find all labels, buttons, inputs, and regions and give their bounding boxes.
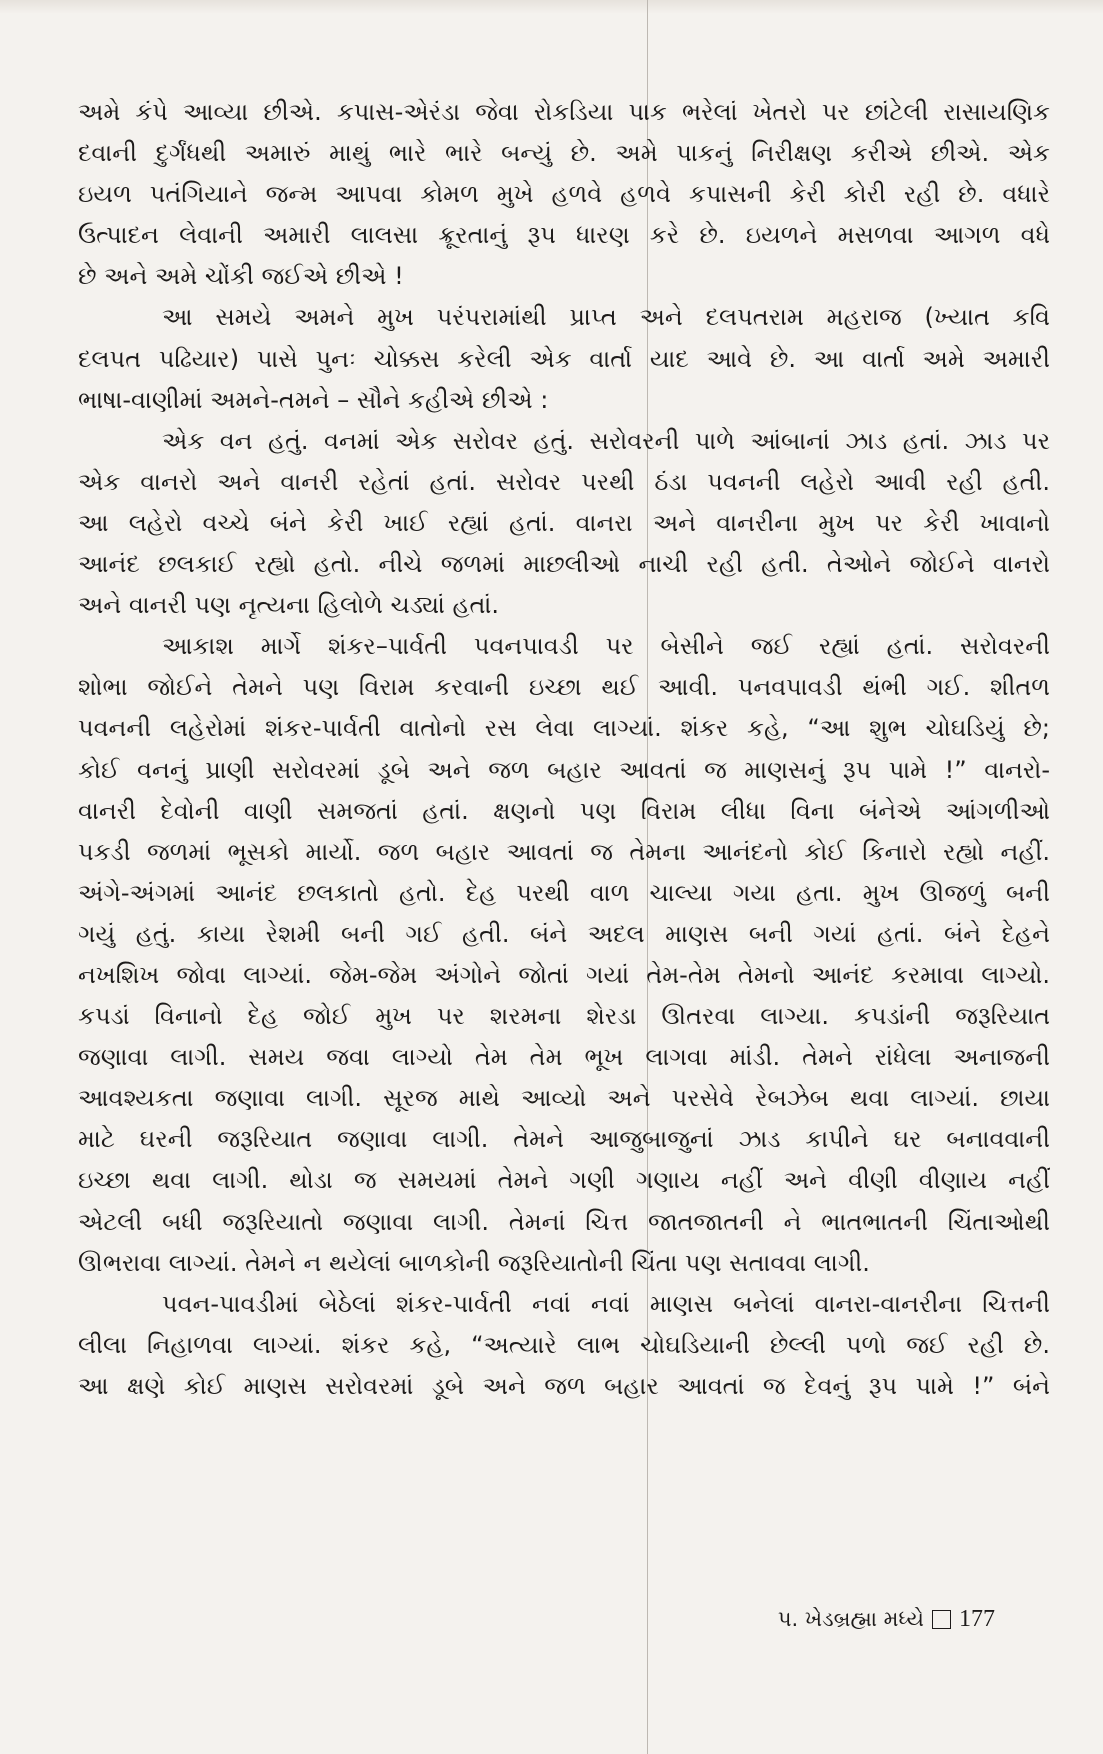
text-line: આ સમયે અમને મુખ પરંપરામાંથી પ્રાપ્ત અને દલપતરામ મહરાજ (ખ્યાત કવિ [162, 303, 1050, 332]
text-line: એક વન હતું. વનમાં એક સરોવર હતું. સરોવરની પાળે આંબાનાં ઝાડ હતાં. ઝાડ પર [162, 426, 1050, 455]
text-line: ગયું હતું. કાયા રેશમી બની ગઈ હતી. બંને અદલ માણસ બની ગયાં હતાં. બંને દેહને [78, 919, 1050, 948]
text-line: અંગે-અંગમાં આનંદ છલકાતો હતો. દેહ પરથી વાળ ચાલ્યા ગયા હતા. મુખ ઊજળું બની [78, 878, 1050, 907]
text-line: છે અને અમે ચોંકી જઈએ છીએ ! [78, 262, 404, 291]
paragraph [78, 297, 1050, 420]
text-line: અમે કંપે આવ્યા છીએ. કપાસ-એરંડા જેવા રોકડિયા પાક ભરેલાં ખેતરો પર છાંટેલી રાસાયણિક [78, 98, 1050, 126]
text-line: એક વાનરો અને વાનરી રહેતાં હતાં. સરોવર પરથી ઠંડા પવનની લહેરો આવી રહી હતી. [78, 467, 1050, 496]
text-line: દવાની દુર્ગંધથી અમારું માથું ભારે ભારે બન્યું છે. અમે પાકનું નિરીક્ષણ કરીએ છીએ. એક [78, 139, 1050, 168]
text-line: નખશિખ જોવા લાગ્યાં. જેમ-જેમ અંગોને જોતાં ગયાં તેમ-તેમ તેમનો આનંદ કરમાવા લાગ્યો. [78, 960, 1050, 989]
text-line: પવનની લહેરોમાં શંકર-પાર્વતી વાતોનો રસ લેવા લાગ્યાં. શંકર કહે, “આ શુભ ચોઘડિયું છે; [78, 714, 1050, 743]
paragraph [78, 1284, 1050, 1407]
square-box-icon [932, 1610, 951, 1629]
text-line: આ લહેરો વચ્ચે બંને કેરી ખાઈ રહ્યાં હતાં. વાનરા અને વાનરીના મુખ પર કેરી ખાવાનો [78, 508, 1050, 537]
text-line: આ ક્ષણે કોઈ માણસ સરોવરમાં ડૂબે અને જળ બહાર આવતાં જ દેવનું રૂપ પામે !” બંને [78, 1371, 1050, 1400]
text-line: આકાશ માર્ગે શંકર–પાર્વતી પવનપાવડી પર બેસીને જઈ રહ્યાં હતાં. સરોવરની [162, 632, 1050, 661]
text-line: કોઈ વનનું પ્રાણી સરોવરમાં ડૂબે અને જળ બહાર આવતાં જ માણસનું રૂપ પામે !” વાનરો- [78, 755, 1050, 784]
text-line: અને વાનરી પણ નૃત્યના હિલોળે ચડ્યાં હતાં. [78, 591, 499, 620]
text-line: ઇચ્છા થવા લાગી. થોડા જ સમયમાં તેમને ગણી ગણાય નહીં અને વીણી વીણાય નહીં [78, 1166, 1050, 1195]
page-number: 177 [959, 1606, 995, 1632]
text-line: ભાષા-વાણીમાં અમને-તમને – સૌને કહીએ છીએ : [78, 385, 549, 414]
body-text [78, 92, 1050, 1407]
text-line: માટે ઘરની જરૂરિયાત જણાવા લાગી. તેમને આજુબાજુનાં ઝાડ કાપીને ઘર બનાવવાની [78, 1125, 1050, 1154]
text-line: આવશ્યકતા જણાવા લાગી. સૂરજ માથે આવ્યો અને પરસેવે રેબઝેબ થવા લાગ્યાં. છાયા [78, 1084, 1050, 1113]
paragraph [78, 421, 1050, 626]
scan-top-edge [0, 0, 1103, 14]
paragraph [78, 626, 1050, 1284]
text-line: લીલા નિહાળવા લાગ્યાં. શંકર કહે, “અત્યારે લાભ ચોઘડિયાની છેલ્લી પળો જઈ રહી છે. [78, 1330, 1050, 1359]
paragraph [78, 92, 1050, 297]
text-line: પકડી જળમાં ભૂસકો માર્યો. જળ બહાર આવતાં જ તેમના આનંદનો કોઈ કિનારો રહ્યો નહીં. [78, 837, 1050, 866]
text-line: ઇયળ પતંગિયાને જન્મ આપવા કોમળ મુખે હળવે હળવે કપાસની કેરી કોરી રહી છે. વધારે [78, 180, 1050, 209]
text-line: વાનરી દેવોની વાણી સમજતાં હતાં. ક્ષણનો પણ વિરામ લીધા વિના બંનેએ આંગળીઓ [78, 796, 1050, 825]
text-line: દલપત પઢિયાર) પાસે પુનઃ ચોક્કસ કરેલી એક વાર્તા યાદ આવે છે. આ વાર્તા અમે અમારી [78, 344, 1050, 373]
text-line: એટલી બધી જરૂરિયાતો જણાવા લાગી. તેમનાં ચિત્ત જાતજાતની ને ભાતભાતની ચિંતાઓથી [78, 1207, 1050, 1236]
text-line: જણાવા લાગી. સમય જવા લાગ્યો તેમ તેમ ભૂખ લાગવા માંડી. તેમને રાંધેલા અનાજની [78, 1043, 1050, 1072]
text-line: ઉત્પાદન લેવાની અમારી લાલસા ક્રૂરતાનું રૂપ ધારણ કરે છે. ઇયળને મસળવા આગળ વધે [78, 221, 1050, 250]
page-footer [778, 1606, 995, 1633]
running-footer-chapter: પ. ખેડબ્રહ્મા મધ્યે [777, 1607, 924, 1631]
text-line: કપડાં વિનાનો દેહ જોઈ મુખ પર શરમના શેરડા ઊતરવા લાગ્યા. કપડાંની જરૂરિયાત [78, 1002, 1050, 1031]
text-line: શોભા જોઈને તેમને પણ વિરામ કરવાની ઇચ્છા થઈ આવી. પનવપાવડી થંભી ગઈ. શીતળ [78, 673, 1050, 702]
text-line: આનંદ છલકાઈ રહ્યો હતો. નીચે જળમાં માછલીઓ નાચી રહી હતી. તેઓને જોઈને વાનરો [78, 550, 1050, 579]
text-line: ઊભરાવા લાગ્યાં. તેમને ન થયેલાં બાળકોની જરૂરિયાતોની ચિંતા પણ સતાવવા લાગી. [78, 1248, 870, 1277]
text-line: પવન-પાવડીમાં બેઠેલાં શંકર-પાર્વતી નવાં નવાં માણસ બનેલાં વાનરા-વાનરીના ચિત્તની [162, 1289, 1050, 1318]
